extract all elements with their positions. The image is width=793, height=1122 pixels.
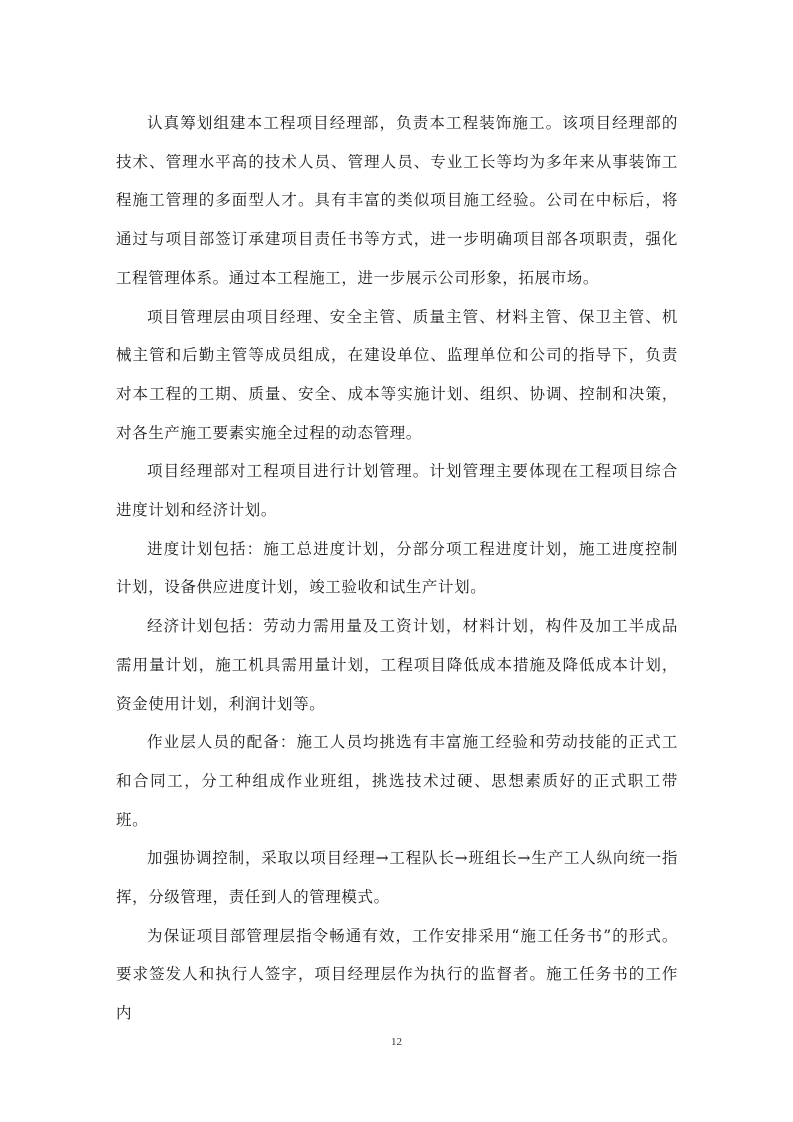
paragraph-staffing: 作业层人员的配备：施工人员均挑选有丰富施工经验和劳动技能的正式工和合同工，分工种组成作业班组，挑选技术过硬、思想素质好的正式职工带班。 <box>116 733 678 829</box>
page-number: 12 <box>391 1036 402 1048</box>
paragraph-coordination: 加强协调控制，采取以项目经理→工程队长→班组长→生产工人纵向统一指挥，分级管理，责任到人的管理模式。 <box>116 849 678 907</box>
paragraph-task-book: 为保证项目部管理层指令畅通有效，工作安排采用“施工任务书”的形式。要求签发人和执行人签字，项目经理层作为执行的监督者。施工任务书的工作内 <box>116 926 678 1023</box>
paragraph-plan-management: 项目经理部对工程项目进行计划管理。计划管理主要体现在工程项目综合进度计划和经济计划。 <box>116 462 678 520</box>
paragraph-progress-plan: 进度计划包括：施工总进度计划，分部分项工程进度计划，施工进度控制计划，设备供应进度计划，竣工验收和试生产计划。 <box>116 539 678 597</box>
paragraph-management-layer: 项目管理层由项目经理、安全主管、质量主管、材料主管、保卫主管、机械主管和后勤主管等成员组成，在建设单位、监理单位和公司的指导下，负责对本工程的工期、质量、安全、成本等实施计划、组织、协调、控制和决策，对各生产施工要素实施全过程的动态管理。 <box>116 307 678 442</box>
paragraph-economic-plan: 经济计划包括：劳动力需用量及工资计划，材料计划，构件及加工半成品需用量计划，施工机具需用量计划，工程项目降低成本措施及降低成本计划，资金使用计划，利润计划等。 <box>116 617 678 713</box>
paragraph-project-department: 认真筹划组建本工程项目经理部，负责本工程装饰施工。该项目经理部的技术、管理水平高的技术人员、管理人员、专业工长等均为多年来从事装饰工程施工管理的多面型人才。具有丰富的类似项目施工经验。公司在中标后，将通过与项目部签订承建项目责任书等方式，进一步明确项目部各项职责，强化工程管理体系。通过本工程施工，进一步展示公司形象，拓展市场。 <box>116 114 678 287</box>
page-body <box>116 104 678 1033</box>
